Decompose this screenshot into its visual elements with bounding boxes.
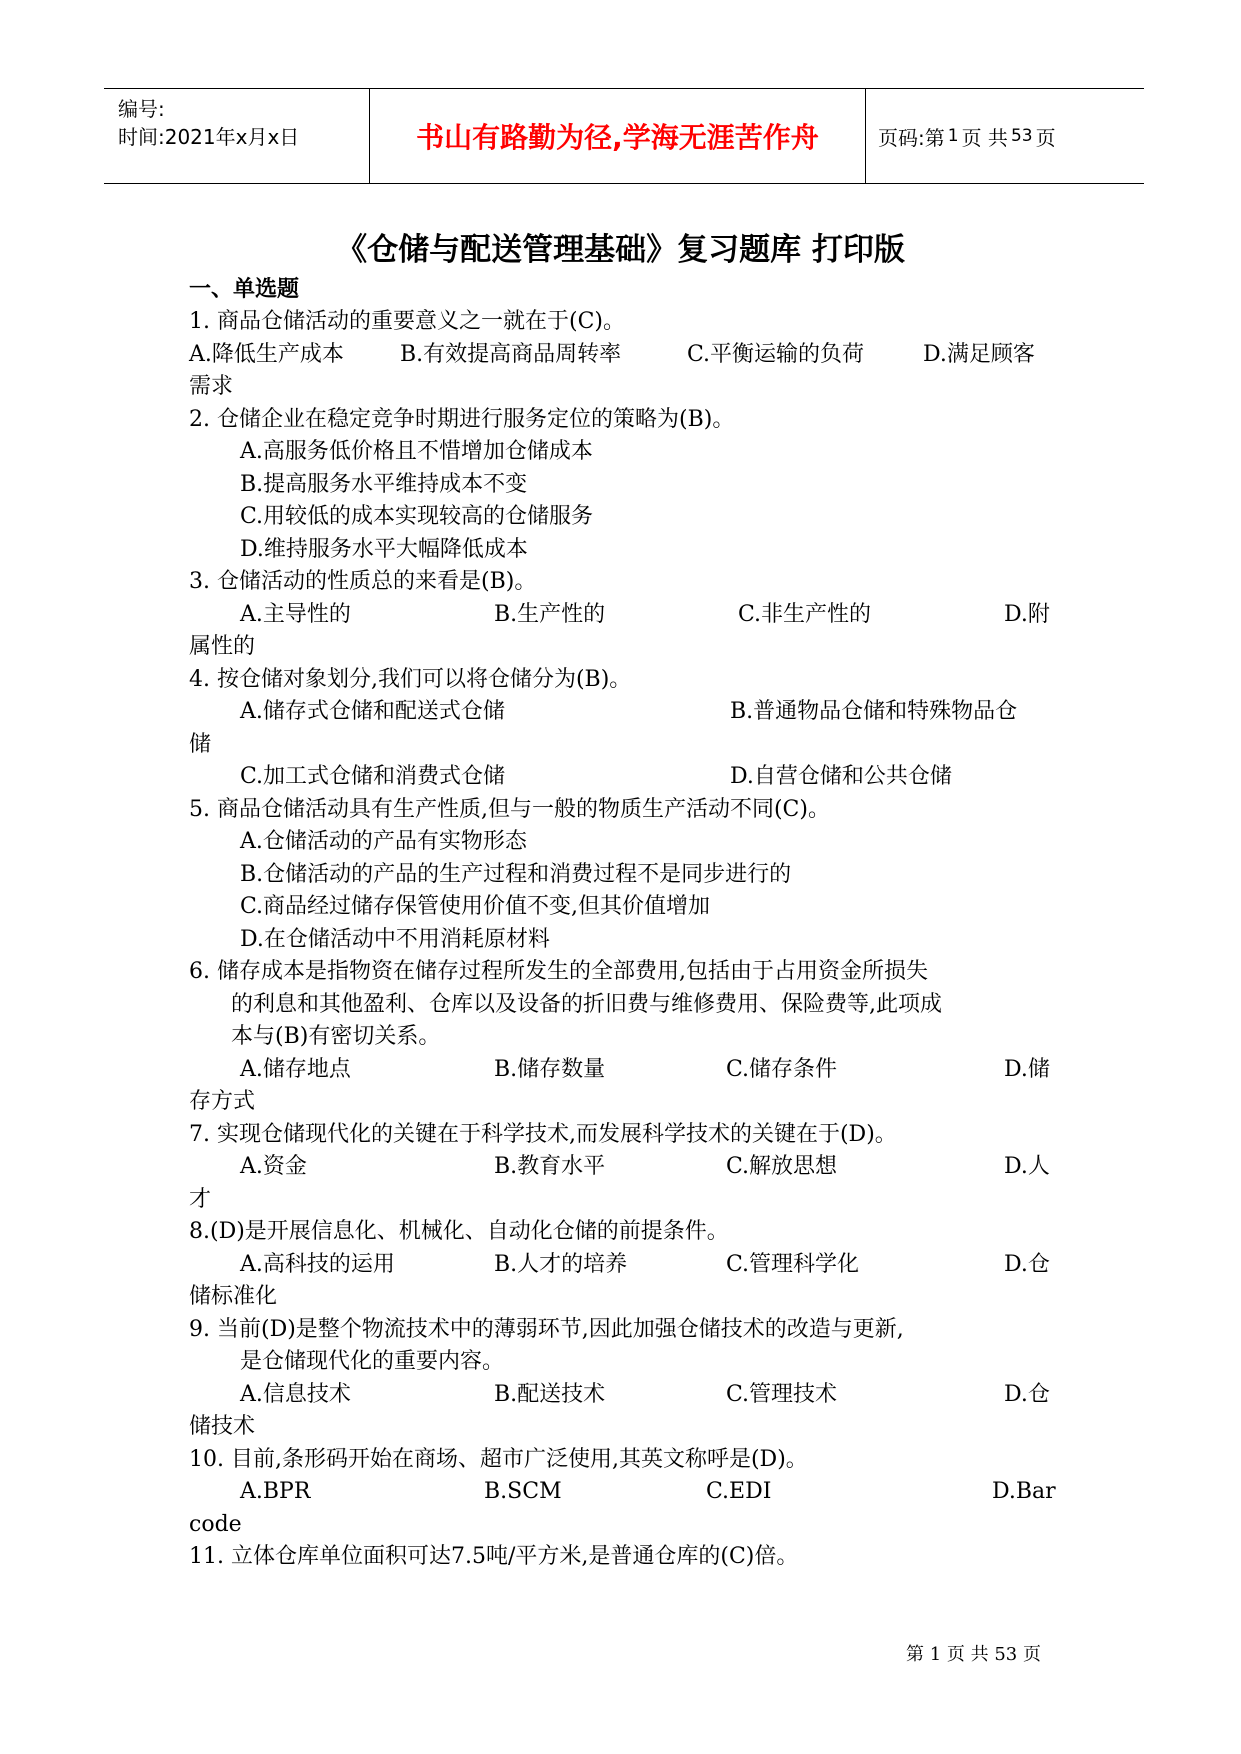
option-d: D.附: [1004, 601, 1050, 627]
option-c: C.EDI: [706, 1479, 772, 1504]
document-title: 《仓储与配送管理基础》复习题库 打印版: [336, 232, 905, 268]
option-c: C.非生产性的: [738, 601, 872, 627]
option-a: A.高科技的运用: [240, 1251, 395, 1277]
question-stem: 11. 立体仓库单位面积可达7.5吨/平方米,是普通仓库的(C)倍。: [189, 1544, 799, 1569]
question-options: [189, 1151, 1069, 1184]
header-motto: 书山有路勤为径,学海无涯苦作舟: [370, 89, 866, 183]
option-wrap: code: [189, 1511, 242, 1537]
option-b: B.储存数量: [494, 1056, 606, 1082]
option-a: A.资金: [240, 1154, 307, 1179]
question-options: [189, 761, 1069, 794]
time-label: 时间:2021年x月x日: [118, 125, 300, 149]
option-c: C.储存条件: [726, 1056, 838, 1082]
page-total: 53: [1010, 126, 1033, 146]
option-d: D.仓: [1004, 1251, 1050, 1277]
option-c: C.管理科学化: [726, 1251, 860, 1277]
option-a: A.高服务低价格且不惜增加仓储成本: [240, 439, 593, 464]
question-stem: 9. 当前(D)是整个物流技术中的薄弱环节,因此加强仓储技术的改造与更新,: [189, 1316, 904, 1342]
option-wrap: 储标准化: [189, 1284, 278, 1309]
question-stem: 7. 实现仓储现代化的关键在于科学技术,而发展科学技术的关键在于(D)。: [189, 1121, 897, 1147]
option-wrap: 属性的: [189, 634, 256, 659]
option-wrap: 储技术: [189, 1414, 256, 1439]
question-options: [189, 599, 1069, 632]
option-b: B.提高服务水平维持成本不变: [240, 471, 528, 497]
option-wrap: 才: [189, 1186, 212, 1212]
question-stem-cont: 的利息和其他盈利、仓库以及设备的折旧费与维修费用、保险费等,此项成: [231, 991, 942, 1017]
question-options: [189, 339, 1069, 372]
option-c: C.商品经过储存保管使用价值不变,但其价值增加: [240, 894, 711, 919]
question-options: [189, 1249, 1069, 1282]
page-mid: 页 共: [961, 125, 1008, 150]
option-d: D.维持服务水平大幅降低成本: [240, 536, 528, 562]
question-stem: 6. 储存成本是指物资在储存过程所发生的全部费用,包括由于占用资金所损失: [189, 959, 928, 984]
option-a: A.信息技术: [240, 1381, 351, 1407]
question-stem: 5. 商品仓储活动具有生产性质,但与一般的物质生产活动不同(C)。: [189, 796, 830, 822]
header-info-cell: [104, 89, 370, 183]
option-b: B.教育水平: [494, 1154, 606, 1179]
option-c: C.用较低的成本实现较高的仓储服务: [240, 504, 594, 529]
question-stem: 1. 商品仓储活动的重要意义之一就在于(C)。: [189, 309, 625, 334]
question-stem: 3. 仓储活动的性质总的来看是(B)。: [189, 569, 537, 594]
question-stem-cont: 本与(B)有密切关系。: [231, 1024, 441, 1049]
option-d: D.储: [1004, 1056, 1050, 1082]
option-c: C.平衡运输的负荷: [687, 341, 865, 367]
question-list: [189, 274, 1069, 1574]
option-a: A.储存地点: [240, 1056, 351, 1082]
question-options: [189, 1054, 1069, 1087]
option-d: D.人: [1004, 1154, 1050, 1179]
option-a: A.储存式仓储和配送式仓储: [240, 699, 505, 724]
option-d: D.Bar: [992, 1479, 1056, 1504]
option-d: D.自营仓储和公共仓储: [730, 764, 952, 789]
page-suffix: 页: [1035, 125, 1056, 150]
page-prefix: 页码:第: [878, 125, 945, 150]
option-a: A.BPR: [240, 1479, 311, 1504]
section-heading: 一、单选题: [189, 277, 300, 302]
header-page-cell: [866, 89, 1144, 183]
option-c: C.管理技术: [726, 1381, 838, 1407]
question-options: [189, 1476, 1069, 1509]
option-wrap: 存方式: [189, 1089, 256, 1114]
option-a: A.主导性的: [240, 601, 351, 627]
option-d: D.仓: [1004, 1381, 1050, 1407]
question-stem: 4. 按仓储对象划分,我们可以将仓储分为(B)。: [189, 666, 632, 692]
option-wrap: 储: [189, 731, 212, 757]
question-stem-cont: 是仓储现代化的重要内容。: [240, 1349, 505, 1374]
option-b: B.有效提高商品周转率: [400, 341, 622, 367]
option-a: A.仓储活动的产品有实物形态: [240, 829, 527, 854]
question-options: [189, 696, 1069, 729]
page-footer: 第 1 页 共 53 页: [906, 1644, 1041, 1665]
option-d: D.满足顾客: [923, 341, 1035, 367]
option-wrap: 需求: [189, 374, 234, 399]
header-table: [104, 88, 1144, 184]
number-label: 编号:: [118, 97, 165, 121]
option-b: B.生产性的: [494, 601, 606, 627]
question-stem: 2. 仓储企业在稳定竞争时期进行服务定位的策略为(B)。: [189, 406, 735, 432]
option-b: B.普通物品仓储和特殊物品仓: [730, 699, 1018, 724]
question-stem: 8.(D)是开展信息化、机械化、自动化仓储的前提条件。: [189, 1219, 729, 1244]
option-c: C.解放思想: [726, 1154, 838, 1179]
option-d: D.在仓储活动中不用消耗原材料: [240, 926, 550, 952]
option-b: B.SCM: [484, 1479, 562, 1504]
option-b: B.仓储活动的产品的生产过程和消费过程不是同步进行的: [240, 861, 792, 887]
option-a: A.降低生产成本: [189, 341, 344, 367]
page-number: 1: [947, 126, 959, 146]
option-c: C.加工式仓储和消费式仓储: [240, 764, 506, 789]
option-b: B.配送技术: [494, 1381, 606, 1407]
question-stem: 10. 目前,条形码开始在商场、超市广泛使用,其英文称呼是(D)。: [189, 1446, 808, 1472]
question-options: [189, 1379, 1069, 1412]
option-b: B.人才的培养: [494, 1251, 628, 1277]
